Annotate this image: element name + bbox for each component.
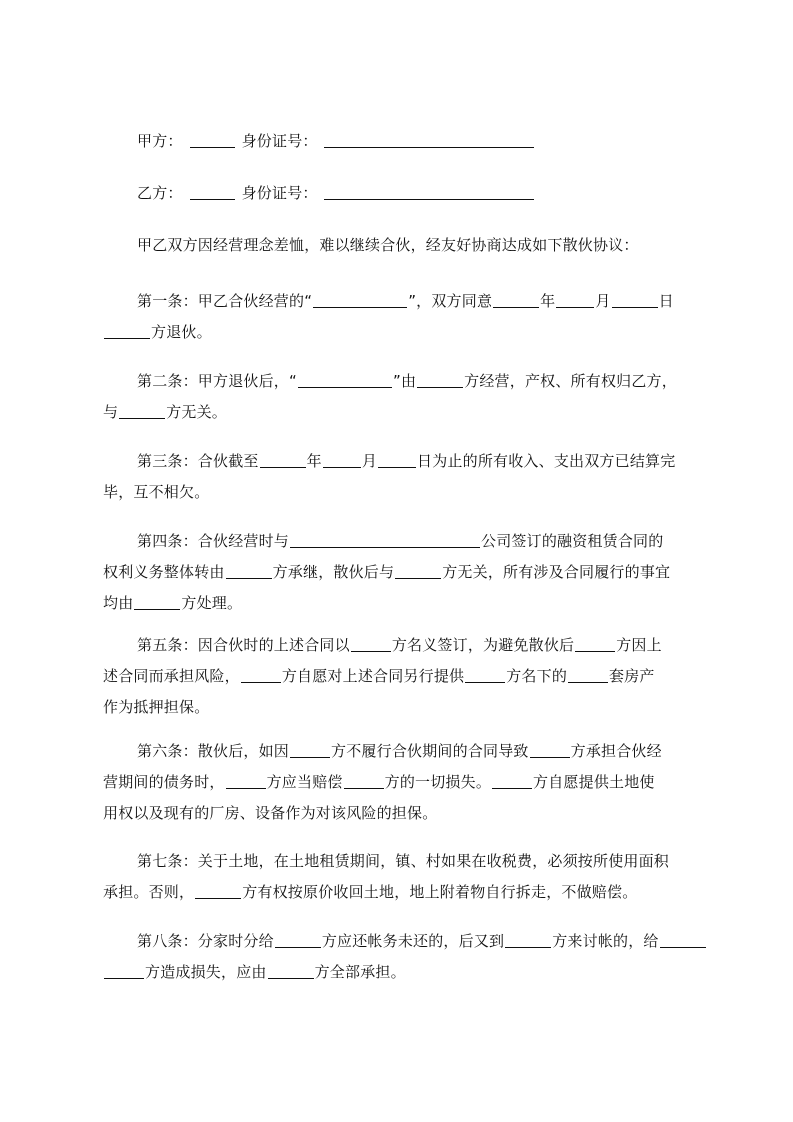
party-a-id-label: 身份证号： (241, 132, 318, 150)
blank (226, 771, 266, 789)
article-5-text: 方自愿对上述合同另行提供 (281, 667, 465, 685)
blank (313, 290, 407, 308)
article-7 (103, 846, 703, 908)
article-6 (103, 736, 703, 829)
blank (465, 665, 505, 683)
article-7-text: 方有权按原价收回土地，地上附着物自行拆走，不做赔偿。 (242, 883, 638, 901)
party-b-label: 乙方： (137, 184, 183, 202)
article-6-text: 方不履行合伙期间的合同导致 (331, 742, 529, 760)
article-6-text: 方应当赔偿 (266, 773, 343, 791)
article-3 (103, 446, 703, 508)
article-8-text: 方应还帐务未还的，后又到 (321, 932, 505, 950)
article-6-text: 营期间的债务时， (103, 773, 225, 791)
article-8-text: 第八条：分家时分给 (137, 932, 274, 950)
article-4-text: 均由 (103, 594, 134, 612)
blank (492, 771, 532, 789)
party-a-line (103, 126, 703, 157)
blank (493, 290, 539, 308)
article-5 (103, 630, 703, 723)
article-3-text: 年 (306, 452, 322, 470)
party-a-label: 甲方： (137, 132, 183, 150)
party-b-line (103, 178, 703, 209)
article-2-text: 与 (103, 403, 119, 421)
blank (241, 665, 281, 683)
article-3-text: 毕，互不相欠。 (103, 483, 210, 501)
blank (104, 961, 144, 979)
article-2-text: 方经营，产权、所有权归乙方， (464, 372, 677, 390)
article-5-text: 方因上 (616, 636, 662, 654)
article-1-text: 日 (658, 292, 674, 310)
article-4-text: 第四条：合伙经营时与 (137, 532, 290, 550)
blank (290, 740, 330, 758)
article-5-text: 方名下的 (506, 667, 568, 685)
article-8-text: 方来讨帐的，给 (552, 932, 659, 950)
article-2-text: 第二条：甲方退伙后，“ (137, 372, 297, 390)
article-8-text: 方全部承担。 (314, 963, 406, 981)
blank (505, 930, 551, 948)
article-4-text: 公司签订的融资租赁合同的 (481, 532, 664, 550)
party-a-name-blank (190, 130, 235, 148)
article-5-text: 述合同而承担风险， (103, 667, 240, 685)
article-1 (103, 286, 703, 348)
blank (323, 450, 361, 468)
blank (195, 881, 241, 899)
article-7-text: 第七条：关于土地，在土地租赁期间，镇、村如果在收税费，必须按所使用面积 (137, 852, 670, 870)
blank (290, 530, 480, 548)
article-2-text: 方无关。 (166, 403, 228, 421)
blank (395, 561, 441, 579)
party-b-id-label: 身份证号： (241, 184, 318, 202)
party-b-id-blank (324, 182, 534, 200)
intro-paragraph (103, 230, 703, 261)
article-2 (103, 366, 703, 428)
article-4-text: 权利义务整体转由 (103, 563, 225, 581)
article-6-text: 方承担合伙经 (570, 742, 662, 760)
article-1-text: 方退伙。 (151, 323, 212, 341)
article-8 (103, 926, 703, 988)
blank (417, 370, 463, 388)
article-6-text: 方自愿提供土地使 (533, 773, 655, 791)
blank (119, 401, 165, 419)
blank (344, 771, 384, 789)
article-6-text: 方的一切损失。 (384, 773, 492, 791)
party-a-id-blank (324, 130, 534, 148)
blank (530, 740, 570, 758)
article-5-text: 第五条：因合伙时的上述合同以 (137, 636, 350, 654)
blank (568, 665, 608, 683)
blank (226, 561, 272, 579)
intro-text: 甲乙双方因经营理念差恤，难以继续合伙，经友好协商达成如下散伙协议： (137, 236, 639, 254)
article-3-text: 月 (361, 452, 378, 470)
article-5-text: 套房产 (609, 667, 655, 685)
article-7-text: 承担。否则， (103, 883, 195, 901)
blank (378, 450, 416, 468)
article-4-text: 方无关，所有涉及合同履行的事宜 (442, 563, 671, 581)
article-3-text: 第三条：合伙截至 (137, 452, 259, 470)
article-4-text: 方处理。 (181, 594, 243, 612)
article-4 (103, 526, 703, 619)
article-1-text: 年 (540, 292, 556, 310)
blank (660, 930, 706, 948)
article-3-text: 日为止的所有收入、支出双方已结算完 (417, 452, 676, 470)
article-1-text: ”，双方同意 (408, 292, 493, 310)
article-6-text: 用权以及现有的厂房、设备作为对该风险的担保。 (103, 804, 438, 822)
article-5-text: 方名义签订，为避免散伙后 (391, 636, 575, 654)
article-4-text: 方承继，散伙后与 (272, 563, 395, 581)
blank (351, 634, 391, 652)
article-2-text: ”由 (392, 372, 417, 390)
blank (260, 450, 306, 468)
blank (575, 634, 615, 652)
blank (104, 321, 150, 339)
party-b-name-blank (190, 182, 235, 200)
blank (556, 290, 594, 308)
article-1-text: 第一条：甲乙合伙经营的“ (137, 292, 313, 310)
article-5-text: 作为抵押担保。 (103, 698, 210, 716)
blank (612, 290, 658, 308)
article-8-text: 方造成损失，应由 (145, 963, 267, 981)
article-1-text: 月 (595, 292, 611, 310)
article-6-text: 第六条：散伙后，如因 (137, 742, 290, 760)
blank (134, 592, 180, 610)
blank (275, 930, 321, 948)
blank (298, 370, 392, 388)
blank (268, 961, 314, 979)
